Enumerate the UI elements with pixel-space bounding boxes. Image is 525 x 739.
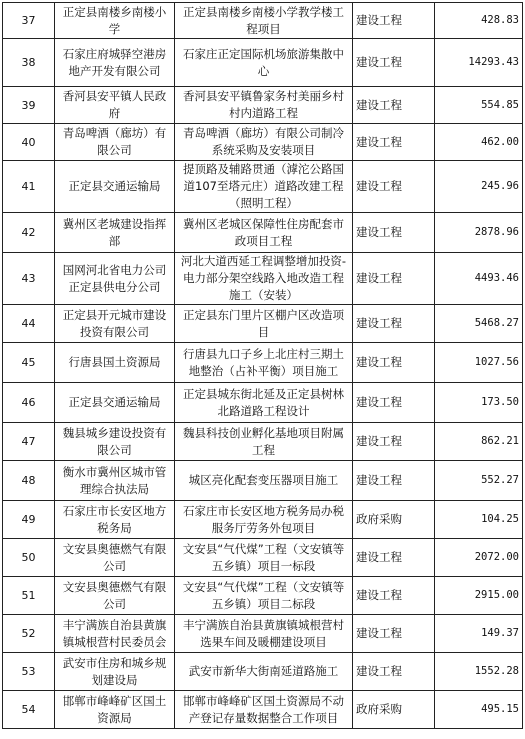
procurement-table xyxy=(2,2,523,729)
project-name: 城区亮化配套变压器项目施工 xyxy=(175,461,353,501)
project-type: 建设工程 xyxy=(353,383,435,423)
project-name: 武安市新华大街南延道路施工 xyxy=(175,653,353,691)
unit-name: 香河县安平镇人民政府 xyxy=(55,87,175,124)
table-row xyxy=(3,305,523,343)
project-type: 建设工程 xyxy=(353,615,435,653)
project-name: 正定县南楼乡南楼小学教学楼工程项目 xyxy=(175,3,353,39)
table-row xyxy=(3,213,523,253)
table-row xyxy=(3,161,523,213)
project-name: 文安县“气代煤”工程（文安镇等五乡镇）项目二标段 xyxy=(175,577,353,615)
row-number: 43 xyxy=(3,253,55,305)
unit-name: 文安县奥德燃气有限公司 xyxy=(55,539,175,577)
unit-name: 文安县奥德燃气有限公司 xyxy=(55,577,175,615)
row-number: 37 xyxy=(3,3,55,39)
row-number: 51 xyxy=(3,577,55,615)
unit-name: 正定县交通运输局 xyxy=(55,161,175,213)
project-type: 建设工程 xyxy=(353,253,435,305)
row-number: 48 xyxy=(3,461,55,501)
table-row xyxy=(3,691,523,729)
project-type: 建设工程 xyxy=(353,213,435,253)
amount: 862.21 xyxy=(435,423,523,461)
table-row xyxy=(3,383,523,423)
project-name: 行唐县九口子乡上北庄村三期土地整治（占补平衡）项目施工 xyxy=(175,343,353,383)
unit-name: 正定县开元城市建设投资有限公司 xyxy=(55,305,175,343)
row-number: 46 xyxy=(3,383,55,423)
table-row xyxy=(3,501,523,539)
amount: 149.37 xyxy=(435,615,523,653)
project-type: 建设工程 xyxy=(353,539,435,577)
unit-name: 正定县南楼乡南楼小学 xyxy=(55,3,175,39)
project-type: 建设工程 xyxy=(353,39,435,87)
project-name: 石家庄市长安区地方税务局办税服务厅劳务外包项目 xyxy=(175,501,353,539)
table-row xyxy=(3,87,523,124)
project-name: 正定县东门里片区棚户区改造项目 xyxy=(175,305,353,343)
table-row xyxy=(3,615,523,653)
project-type: 建设工程 xyxy=(353,87,435,124)
project-type: 政府采购 xyxy=(353,691,435,729)
amount: 552.27 xyxy=(435,461,523,501)
amount: 4493.46 xyxy=(435,253,523,305)
table-row xyxy=(3,39,523,87)
unit-name: 丰宁满族自治县黄旗镇城根营村民委员会 xyxy=(55,615,175,653)
amount: 2915.00 xyxy=(435,577,523,615)
project-type: 建设工程 xyxy=(353,161,435,213)
amount: 14293.43 xyxy=(435,39,523,87)
table-row xyxy=(3,461,523,501)
amount: 462.00 xyxy=(435,124,523,161)
amount: 1552.28 xyxy=(435,653,523,691)
project-type: 建设工程 xyxy=(353,305,435,343)
row-number: 41 xyxy=(3,161,55,213)
table-row xyxy=(3,653,523,691)
table-row xyxy=(3,253,523,305)
project-type: 建设工程 xyxy=(353,423,435,461)
project-type: 建设工程 xyxy=(353,653,435,691)
amount: 428.83 xyxy=(435,3,523,39)
amount: 495.15 xyxy=(435,691,523,729)
unit-name: 邯郸市峰峰矿区国土资源局 xyxy=(55,691,175,729)
unit-name: 石家庄市长安区地方税务局 xyxy=(55,501,175,539)
table-row xyxy=(3,539,523,577)
project-name: 河北大道西延工程调整增加投资-电力部分架空线路入地改造工程施工（安装） xyxy=(175,253,353,305)
row-number: 50 xyxy=(3,539,55,577)
row-number: 45 xyxy=(3,343,55,383)
row-number: 40 xyxy=(3,124,55,161)
project-type: 建设工程 xyxy=(353,577,435,615)
unit-name: 正定县交通运输局 xyxy=(55,383,175,423)
row-number: 44 xyxy=(3,305,55,343)
project-name: 青岛啤酒（廊坊）有限公司制冷系统采购及安装项目 xyxy=(175,124,353,161)
unit-name: 青岛啤酒（廊坊）有限公司 xyxy=(55,124,175,161)
project-name: 提顶路及辅路贯通（滹沱公路国道107至塔元庄）道路改建工程（照明工程） xyxy=(175,161,353,213)
amount: 173.50 xyxy=(435,383,523,423)
table-row xyxy=(3,577,523,615)
amount: 245.96 xyxy=(435,161,523,213)
project-name: 邯郸市峰峰矿区国土资源局不动产登记存量数据整合工作项目 xyxy=(175,691,353,729)
row-number: 52 xyxy=(3,615,55,653)
table-row xyxy=(3,343,523,383)
row-number: 39 xyxy=(3,87,55,124)
project-name: 文安县“气代煤”工程（文安镇等五乡镇）项目一标段 xyxy=(175,539,353,577)
unit-name: 行唐县国土资源局 xyxy=(55,343,175,383)
unit-name: 冀州区老城建设指挥部 xyxy=(55,213,175,253)
unit-name: 武安市住房和城乡规划建设局 xyxy=(55,653,175,691)
unit-name: 国网河北省电力公司正定县供电分公司 xyxy=(55,253,175,305)
project-name: 魏县科技创业孵化基地项目附属工程 xyxy=(175,423,353,461)
amount: 2072.00 xyxy=(435,539,523,577)
project-type: 政府采购 xyxy=(353,501,435,539)
row-number: 53 xyxy=(3,653,55,691)
unit-name: 衡水市冀州区城市管理综合执法局 xyxy=(55,461,175,501)
row-number: 47 xyxy=(3,423,55,461)
amount: 104.25 xyxy=(435,501,523,539)
project-type: 建设工程 xyxy=(353,124,435,161)
row-number: 54 xyxy=(3,691,55,729)
unit-name: 魏县城乡建设投资有限公司 xyxy=(55,423,175,461)
project-name: 正定县城东街北延及正定县树林北路道路工程设计 xyxy=(175,383,353,423)
project-name: 石家庄正定国际机场旅游集散中心 xyxy=(175,39,353,87)
project-name: 香河县安平镇鲁家务村美丽乡村村内道路工程 xyxy=(175,87,353,124)
amount: 554.85 xyxy=(435,87,523,124)
table-row xyxy=(3,124,523,161)
project-type: 建设工程 xyxy=(353,343,435,383)
row-number: 42 xyxy=(3,213,55,253)
unit-name: 石家庄府城驿空港房地产开发有限公司 xyxy=(55,39,175,87)
table-row xyxy=(3,3,523,39)
row-number: 49 xyxy=(3,501,55,539)
project-name: 丰宁满族自治县黄旗镇城根营村选果车间及暖棚建设项目 xyxy=(175,615,353,653)
project-name: 冀州区老城区保障性住房配套市政项目工程 xyxy=(175,213,353,253)
amount: 1027.56 xyxy=(435,343,523,383)
table-row xyxy=(3,423,523,461)
project-type: 建设工程 xyxy=(353,461,435,501)
project-type: 建设工程 xyxy=(353,3,435,39)
amount: 5468.27 xyxy=(435,305,523,343)
row-number: 38 xyxy=(3,39,55,87)
amount: 2878.96 xyxy=(435,213,523,253)
